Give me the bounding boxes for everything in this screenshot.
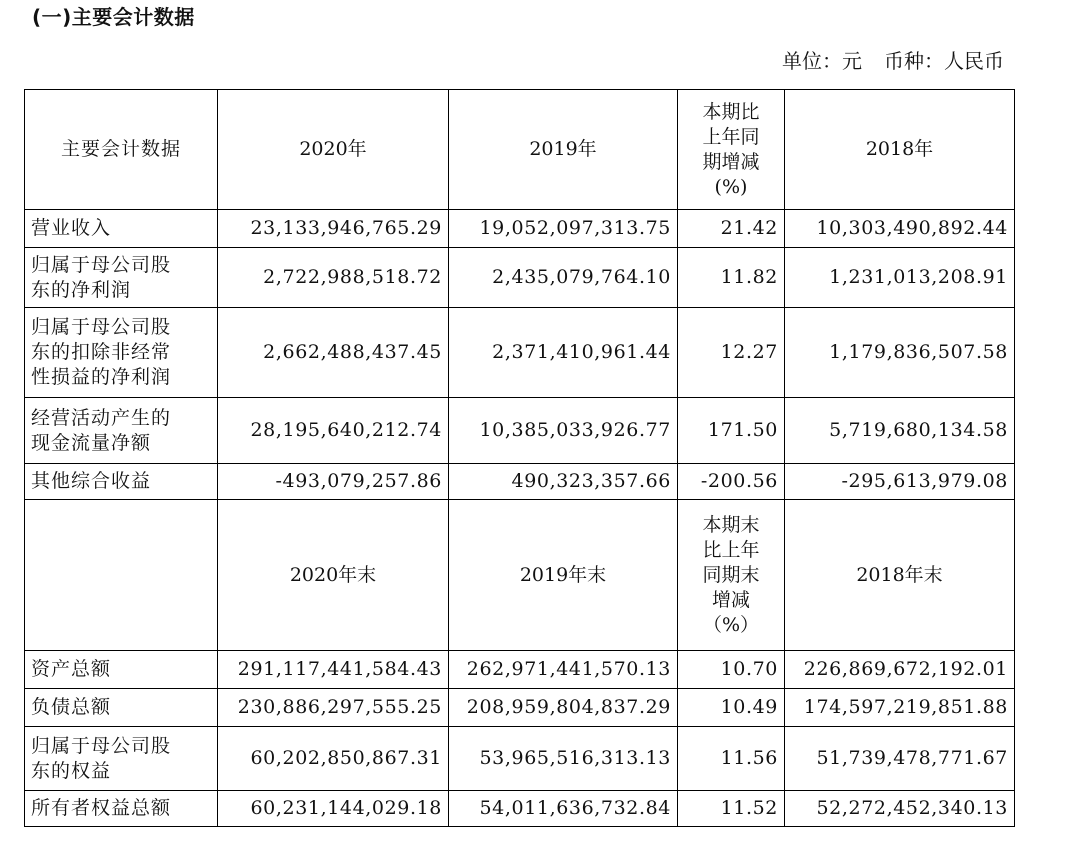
value-2018: 5,719,680,134.58 bbox=[785, 398, 1015, 464]
row-label: 所有者权益总额 bbox=[25, 791, 218, 827]
value-2020: 28,195,640,212.74 bbox=[218, 398, 449, 464]
table2-header-row bbox=[25, 500, 1015, 651]
header-change-line: 本期比 bbox=[702, 100, 760, 123]
value-2018: 174,597,219,851.88 bbox=[785, 689, 1015, 727]
table-row bbox=[25, 464, 1015, 500]
header-change-line: （%） bbox=[702, 613, 760, 636]
header-change-line: 增减 bbox=[711, 588, 750, 611]
value-change: 12.27 bbox=[678, 308, 785, 398]
header-item-blank bbox=[25, 500, 218, 651]
accounting-data-table bbox=[24, 89, 1015, 827]
header-2019: 2019年 bbox=[449, 90, 678, 210]
value-2018: -295,613,979.08 bbox=[785, 464, 1015, 500]
unit-currency-line bbox=[782, 44, 1004, 78]
value-2018: 51,739,478,771.67 bbox=[785, 727, 1015, 791]
header-change bbox=[678, 90, 785, 210]
currency-label: 币种：人民币 bbox=[884, 49, 1004, 73]
table-row bbox=[25, 248, 1015, 308]
header-change-line: 期增减 bbox=[702, 150, 760, 173]
value-2020: 23,133,946,765.29 bbox=[218, 210, 449, 248]
value-change: 11.82 bbox=[678, 248, 785, 308]
header-change-line: 上年同 bbox=[702, 125, 760, 148]
value-2018: 52,272,452,340.13 bbox=[785, 791, 1015, 827]
header-change-line: (%) bbox=[714, 175, 748, 198]
row-label: 资产总额 bbox=[25, 651, 218, 689]
value-2019: 490,323,357.66 bbox=[449, 464, 678, 500]
header-2018: 2018年 bbox=[785, 90, 1015, 210]
value-2018: 226,869,672,192.01 bbox=[785, 651, 1015, 689]
value-2019: 262,971,441,570.13 bbox=[449, 651, 678, 689]
table-row bbox=[25, 689, 1015, 727]
row-label: 归属于母公司股 东的扣除非经常 性损益的净利润 bbox=[25, 308, 218, 398]
value-change: 11.52 bbox=[678, 791, 785, 827]
value-2018: 1,179,836,507.58 bbox=[785, 308, 1015, 398]
value-2019: 54,011,636,732.84 bbox=[449, 791, 678, 827]
value-2019: 2,435,079,764.10 bbox=[449, 248, 678, 308]
table-row bbox=[25, 727, 1015, 791]
value-2020: 291,117,441,584.43 bbox=[218, 651, 449, 689]
row-label: 其他综合收益 bbox=[25, 464, 218, 500]
value-2019: 19,052,097,313.75 bbox=[449, 210, 678, 248]
row-label: 负债总额 bbox=[25, 689, 218, 727]
value-change: 171.50 bbox=[678, 398, 785, 464]
value-2018: 1,231,013,208.91 bbox=[785, 248, 1015, 308]
table-row bbox=[25, 651, 1015, 689]
value-change: 10.70 bbox=[678, 651, 785, 689]
row-label: 归属于母公司股 东的权益 bbox=[25, 727, 218, 791]
row-label: 归属于母公司股 东的净利润 bbox=[25, 248, 218, 308]
table1-header-row bbox=[25, 90, 1015, 210]
table-row bbox=[25, 210, 1015, 248]
value-2018: 10,303,490,892.44 bbox=[785, 210, 1015, 248]
value-change: 10.49 bbox=[678, 689, 785, 727]
header-2018-end: 2018年末 bbox=[785, 500, 1015, 651]
value-2020: -493,079,257.86 bbox=[218, 464, 449, 500]
section-title: (一)主要会计数据 bbox=[32, 5, 195, 29]
table-row bbox=[25, 791, 1015, 827]
row-label: 营业收入 bbox=[25, 210, 218, 248]
value-2020: 2,722,988,518.72 bbox=[218, 248, 449, 308]
header-item: 主要会计数据 bbox=[25, 90, 218, 210]
value-change: 11.56 bbox=[678, 727, 785, 791]
row-label: 经营活动产生的 现金流量净额 bbox=[25, 398, 218, 464]
header-2020-end: 2020年末 bbox=[218, 500, 449, 651]
value-2020: 230,886,297,555.25 bbox=[218, 689, 449, 727]
header-change-line: 本期末 bbox=[702, 513, 760, 536]
value-2019: 53,965,516,313.13 bbox=[449, 727, 678, 791]
unit-label: 单位：元 bbox=[782, 49, 862, 73]
value-2019: 208,959,804,837.29 bbox=[449, 689, 678, 727]
header-change-line: 同期末 bbox=[702, 563, 760, 586]
value-change: 21.42 bbox=[678, 210, 785, 248]
header-change-line: 比上年 bbox=[702, 538, 760, 561]
value-2020: 2,662,488,437.45 bbox=[218, 308, 449, 398]
header-change-end bbox=[678, 500, 785, 651]
table-row bbox=[25, 308, 1015, 398]
value-2019: 10,385,033,926.77 bbox=[449, 398, 678, 464]
value-change: -200.56 bbox=[678, 464, 785, 500]
value-2020: 60,202,850,867.31 bbox=[218, 727, 449, 791]
header-2019-end: 2019年末 bbox=[449, 500, 678, 651]
value-2019: 2,371,410,961.44 bbox=[449, 308, 678, 398]
header-2020: 2020年 bbox=[218, 90, 449, 210]
table-row bbox=[25, 398, 1015, 464]
value-2020: 60,231,144,029.18 bbox=[218, 791, 449, 827]
